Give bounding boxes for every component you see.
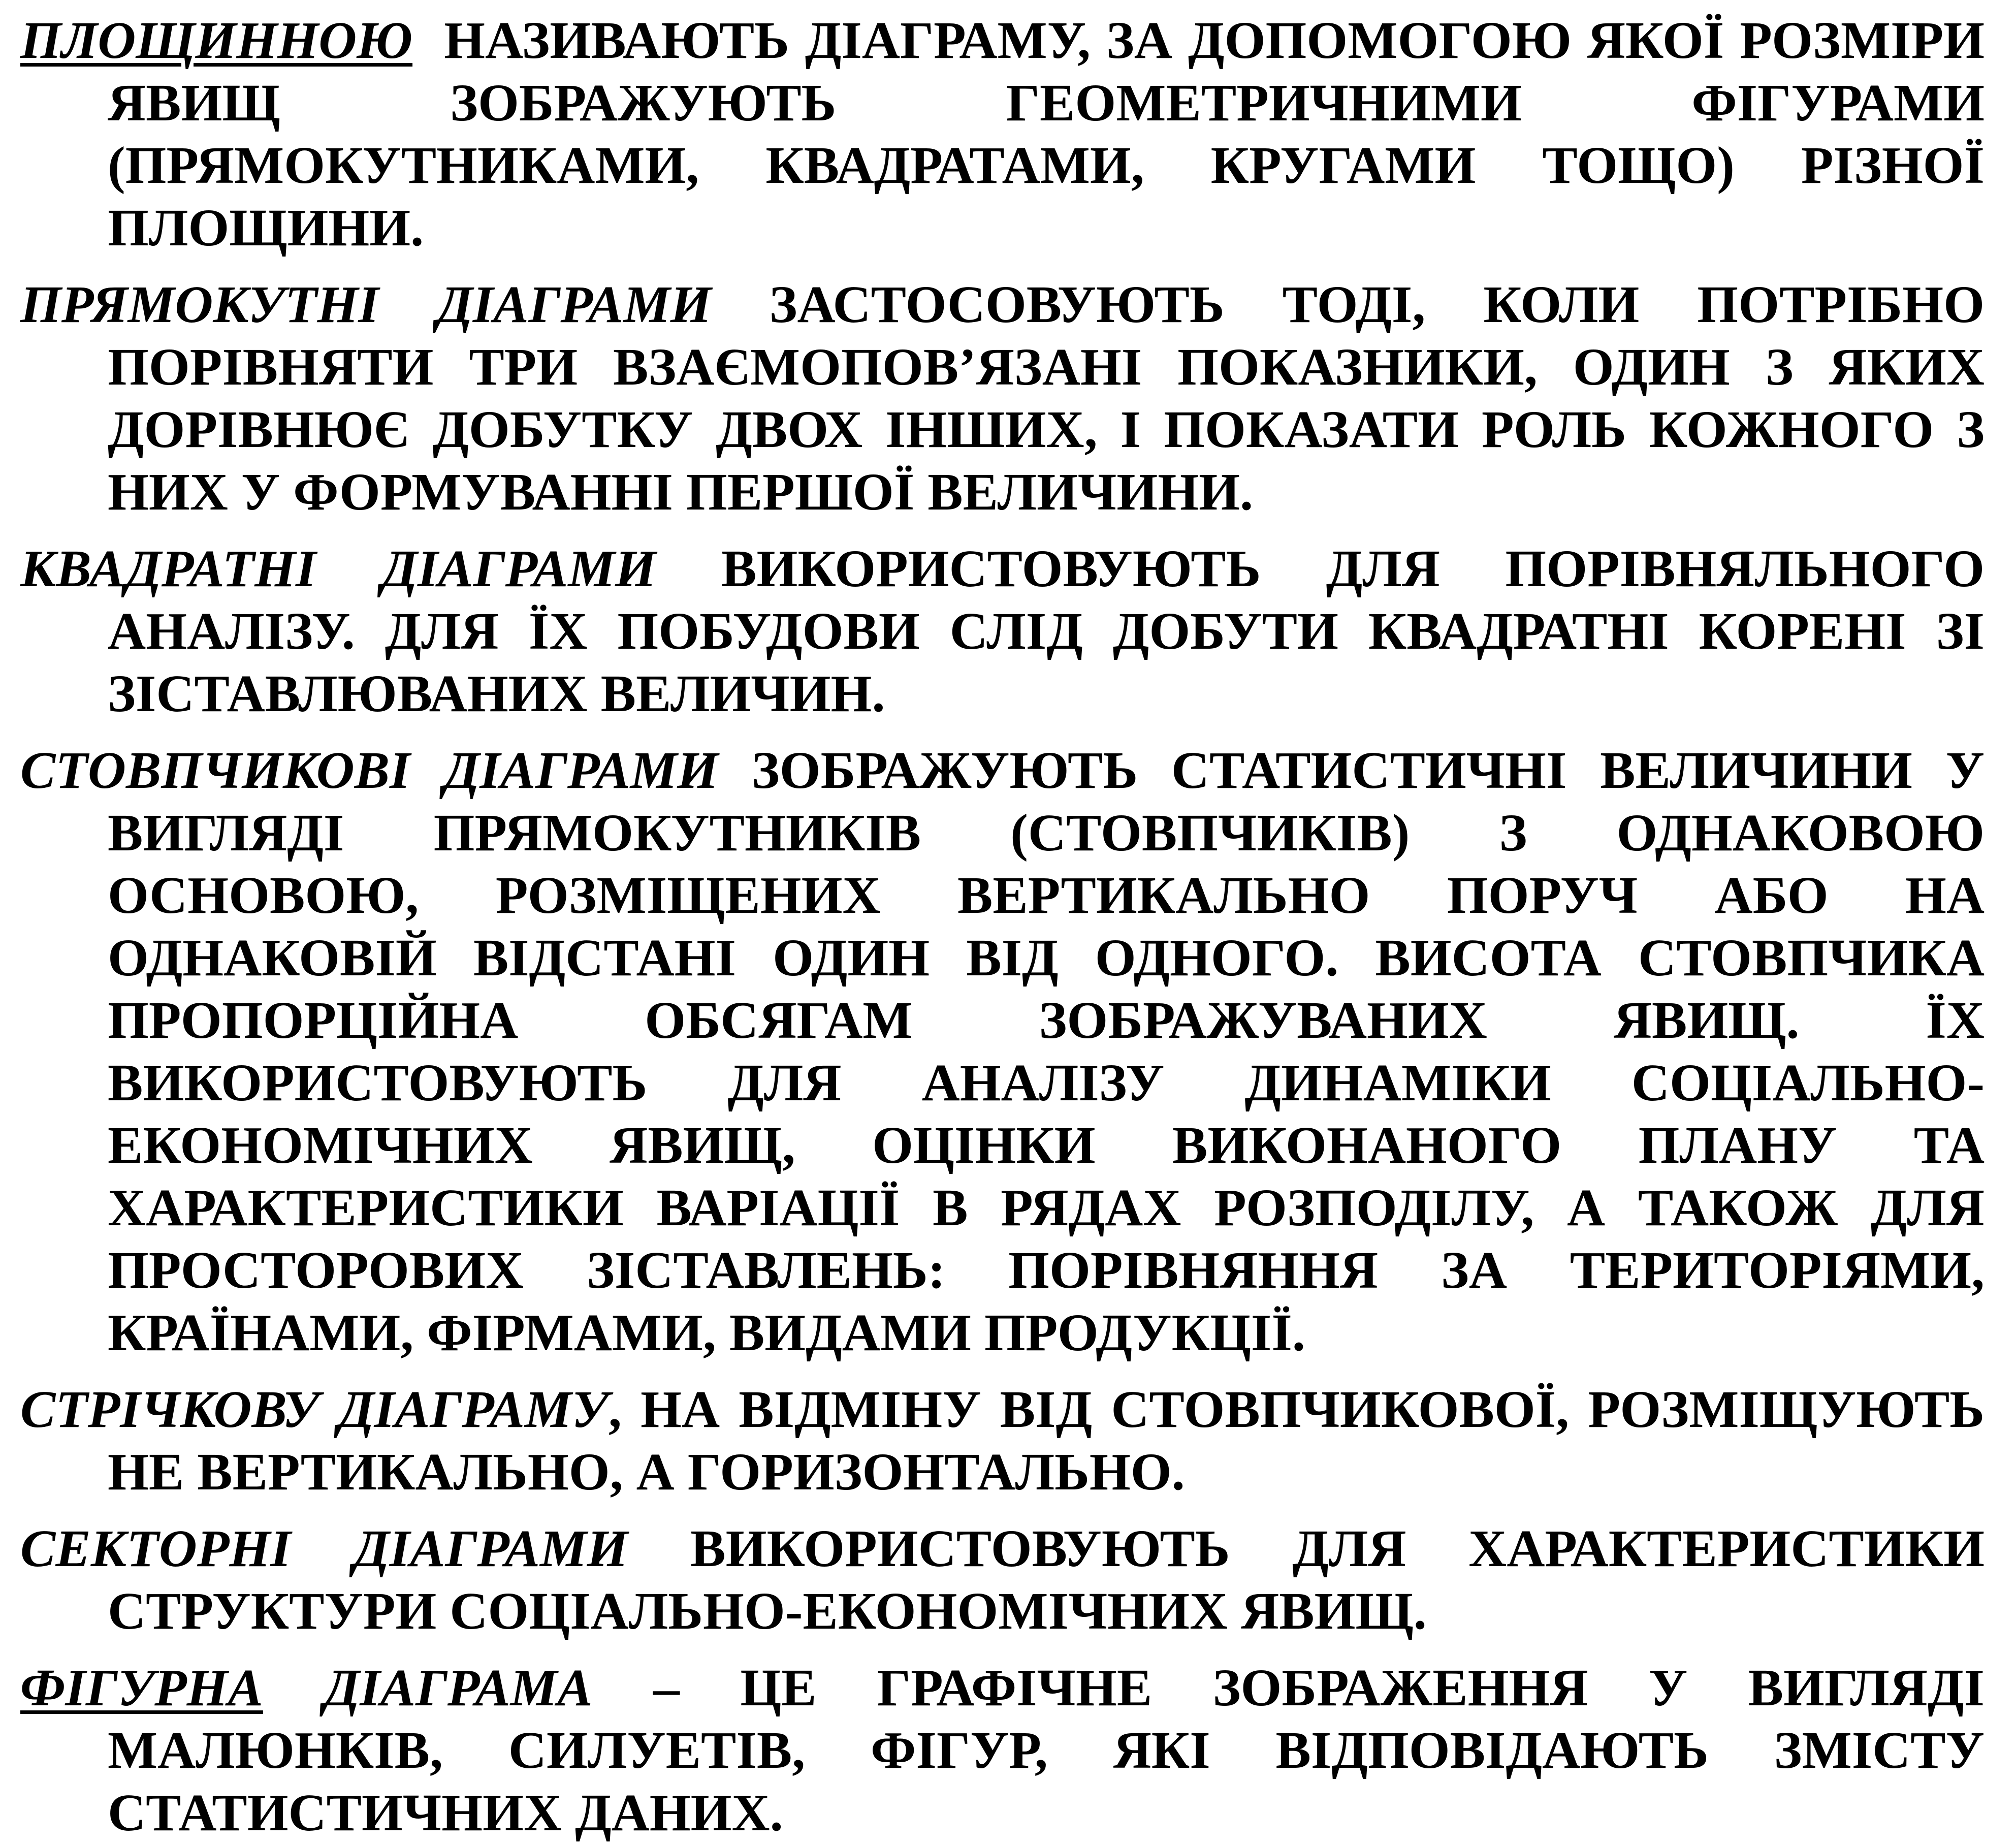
term-figure: ФІГУРНА [20, 1659, 263, 1717]
paragraph-figure-diagram [20, 1657, 1985, 1844]
term-strip: СТРІЧКОВУ ДІАГРАМУ [20, 1380, 609, 1439]
definition-square: ВИКОРИСТОВУЮТЬ ДЛЯ ПОРІВНЯЛЬНОГО АНАЛІЗУ. ДЛЯ ЇХ ПОБУДОВИ СЛІД ДОБУТИ КВАДРАТНІ КОРЕНІ ЗІ ЗІСТАВЛЮВАНИХ ВЕЛИЧИН. [108, 539, 1985, 723]
term-sector: СЕКТОРНІ ДІАГРАМИ [20, 1519, 628, 1578]
paragraph-sector-diagrams [20, 1517, 1985, 1642]
definition-rectangular: ЗАСТОСОВУЮТЬ ТОДІ, КОЛИ ПОТРІБНО ПОРІВНЯТИ ТРИ ВЗАЄМОПОВ’ЯЗАНІ ПОКАЗНИКИ, ОДИН З ЯКИХ ДОРІВНЮЄ ДОБУТКУ ДВОХ ІНШИХ, І ПОКАЗАТИ РОЛЬ КОЖНОГО З НИХ У ФОРМУВАННІ ПЕРШОЇ ВЕЛИЧИНИ. [108, 275, 1985, 521]
term-column: СТОВПЧИКОВІ ДІАГРАМИ [20, 741, 719, 800]
paragraph-planar-diagram [20, 9, 1998, 259]
definition-planar: НАЗИВАЮТЬ ДІАГРАМУ, ЗА ДОПОМОГОЮ ЯКОЇ РОЗМІРИ ЯВИЩ ЗОБРАЖУЮТЬ ГЕОМЕТРИЧНИМИ ФІГУРАМИ (ПРЯМОКУТНИКАМИ, КВАДРАТАМИ, КРУГАМИ ТОЩО) РІЗНОЇ ПЛОЩИНИ. [108, 11, 1998, 257]
term-figure-diagram: ДІАГРАМА [263, 1659, 593, 1717]
definition-figure: – ЦЕ ГРАФІЧНЕ ЗОБРАЖЕННЯ У ВИГЛЯДІ МАЛЮНКІВ, СИЛУЕТІВ, ФІГУР, ЯКІ ВІДПОВІДАЮТЬ ЗМІСТУ СТАТИСТИЧНИХ ДАНИХ. [108, 1659, 1985, 1842]
definition-sector: ВИКОРИСТОВУЮТЬ ДЛЯ ХАРАКТЕРИСТИКИ СТРУКТУРИ СОЦІАЛЬНО-ЕКОНОМІЧНИХ ЯВИЩ. [108, 1519, 1985, 1640]
definition-strip: , НА ВІДМІНУ ВІД СТОВПЧИКОВОЇ, РОЗМІЩУЮТЬ НЕ ВЕРТИКАЛЬНО, А ГОРИЗОНТАЛЬНО. [108, 1380, 1985, 1501]
term-rectangular: ПРЯМОКУТНІ ДІАГРАМИ [20, 275, 712, 334]
term-square: КВАДРАТНІ ДІАГРАМИ [20, 539, 656, 598]
term-planar: ПЛОЩИННОЮ [20, 11, 413, 70]
paragraph-strip-diagram [20, 1378, 1985, 1503]
paragraph-square-diagrams [20, 537, 1985, 725]
paragraph-rectangular-diagrams [20, 273, 1985, 523]
definition-column: ЗОБРАЖУЮТЬ СТАТИСТИЧНІ ВЕЛИЧИНИ У ВИГЛЯДІ ПРЯМОКУТНИКІВ (СТОВПЧИКІВ) З ОДНАКОВОЮ ОСНОВОЮ, РОЗМІЩЕНИХ ВЕРТИКАЛЬНО ПОРУЧ АБО НА ОДНАКОВІЙ ВІДСТАНІ ОДИН ВІД ОДНОГО. ВИСОТА СТОВПЧИКА ПРОПОРЦІЙНА ОБСЯГАМ ЗОБРАЖУВАНИХ ЯВИЩ. ЇХ ВИКОРИСТОВУЮТЬ ДЛЯ АНАЛІЗУ ДИНАМІКИ СОЦІАЛЬНО-ЕКОНОМІЧНИХ ЯВИЩ, ОЦІНКИ ВИКОНАНОГО ПЛАНУ ТА ХАРАКТЕРИСТИКИ ВАРІАЦІЇ В РЯДАХ РОЗПОДІЛУ, А ТАКОЖ ДЛЯ ПРОСТОРОВИХ ЗІСТАВЛЕНЬ: ПОРІВНЯННЯ ЗА ТЕРИТОРІЯМИ, КРАЇНАМИ, ФІРМАМИ, ВИДАМИ ПРОДУКЦІЇ. [108, 741, 1985, 1362]
paragraph-column-diagrams [20, 739, 1985, 1364]
